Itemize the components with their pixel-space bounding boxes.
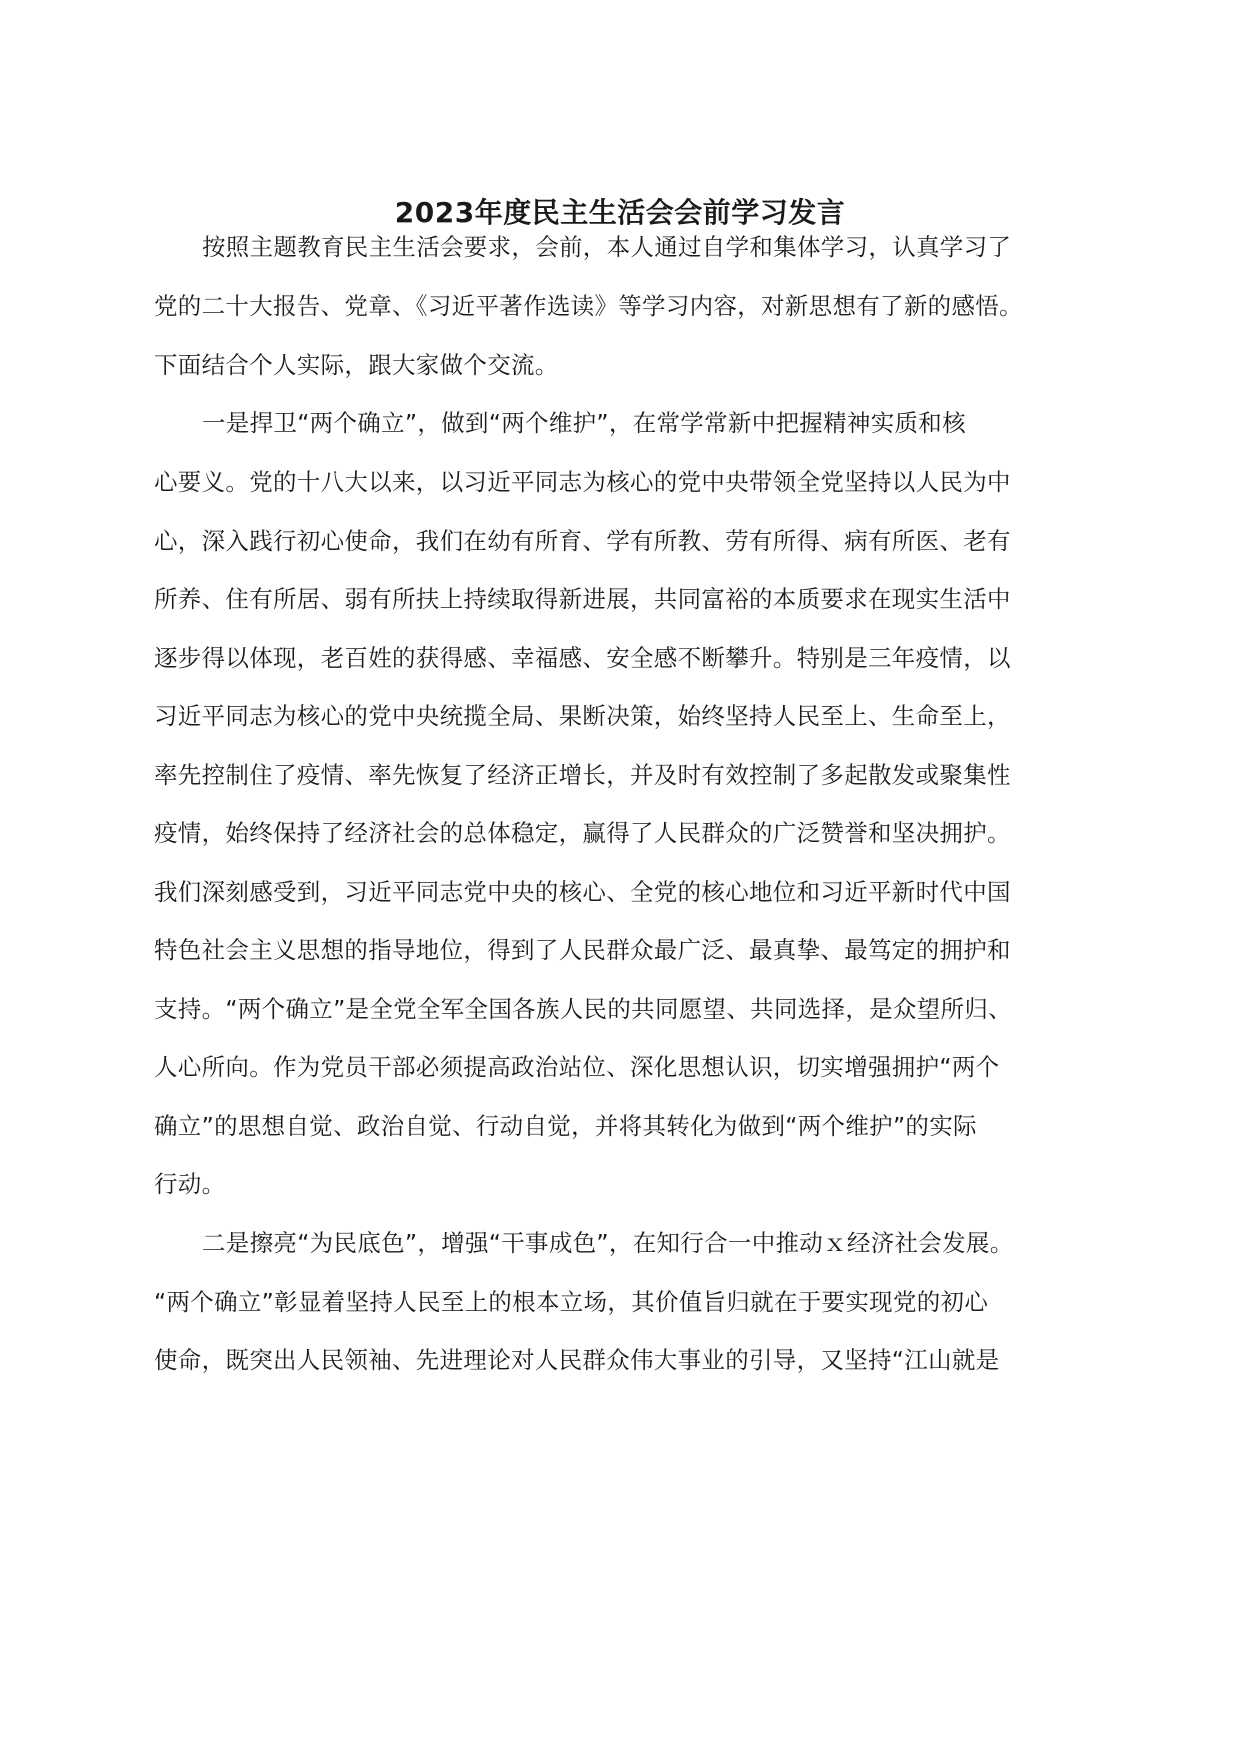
document-title: 2023年度民主生活会会前学习发言 [394, 196, 846, 229]
text-line: 支持。“两个确立”是全党全军全国各族人民的共同愿望、共同选择，是众望所归、 [154, 995, 1012, 1023]
text-line: 一是捍卫“两个确立”，做到“两个维护”，在常学常新中把握精神实质和核 [202, 409, 966, 437]
text-line: 二是擦亮“为民底色”，增强“干事成色”，在知行合一中推动ｘ经济社会发展。 [202, 1229, 1014, 1257]
text-line: 心，深入践行初心使命，我们在幼有所育、学有所教、劳有所得、病有所医、老有 [154, 527, 1011, 555]
text-line: 党的二十大报告、党章、《习近平著作选读》等学习内容，对新思想有了新的感悟。 [154, 292, 1023, 320]
text-line: 下面结合个人实际，跟大家做个交流。 [154, 351, 559, 379]
text-line: 率先控制住了疫情、率先恢复了经济正增长，并及时有效控制了多起散发或聚集性 [154, 761, 1011, 789]
text-line: 疫情，始终保持了经济社会的总体稳定，赢得了人民群众的广泛赞誉和坚决拥护。 [154, 819, 1011, 847]
text-line: 使命，既突出人民领袖、先进理论对人民群众伟大事业的引导，又坚持“江山就是 [154, 1346, 1000, 1374]
text-line: 习近平同志为核心的党中央统揽全局、果断决策，始终坚持人民至上、生命至上， [154, 702, 1011, 730]
text-line: 行动。 [154, 1170, 226, 1198]
text-line: 人心所向。作为党员干部必须提高政治站位、深化思想认识，切实增强拥护“两个 [154, 1053, 1000, 1081]
text-line: 按照主题教育民主生活会要求，会前，本人通过自学和集体学习，认真学习了 [202, 233, 1012, 261]
text-line: 逐步得以体现，老百姓的获得感、幸福感、安全感不断攀升。特别是三年疫情，以 [154, 644, 1011, 672]
text-line: 心要义。党的十八大以来，以习近平同志为核心的党中央带领全党坚持以人民为中 [154, 468, 1011, 496]
text-line: 所养、住有所居、弱有所扶上持续取得新进展，共同富裕的本质要求在现实生活中 [154, 585, 1011, 613]
text-line: 确立”的思想自觉、政治自觉、行动自觉，并将其转化为做到“两个维护”的实际 [154, 1112, 977, 1140]
text-line: 特色社会主义思想的指导地位，得到了人民群众最广泛、最真挚、最笃定的拥护和 [154, 936, 1011, 964]
text-line: 我们深刻感受到，习近平同志党中央的核心、全党的核心地位和习近平新时代中国 [154, 878, 1011, 906]
text-line: “两个确立”彰显着坚持人民至上的根本立场，其价值旨归就在于要实现党的初心 [154, 1288, 989, 1316]
